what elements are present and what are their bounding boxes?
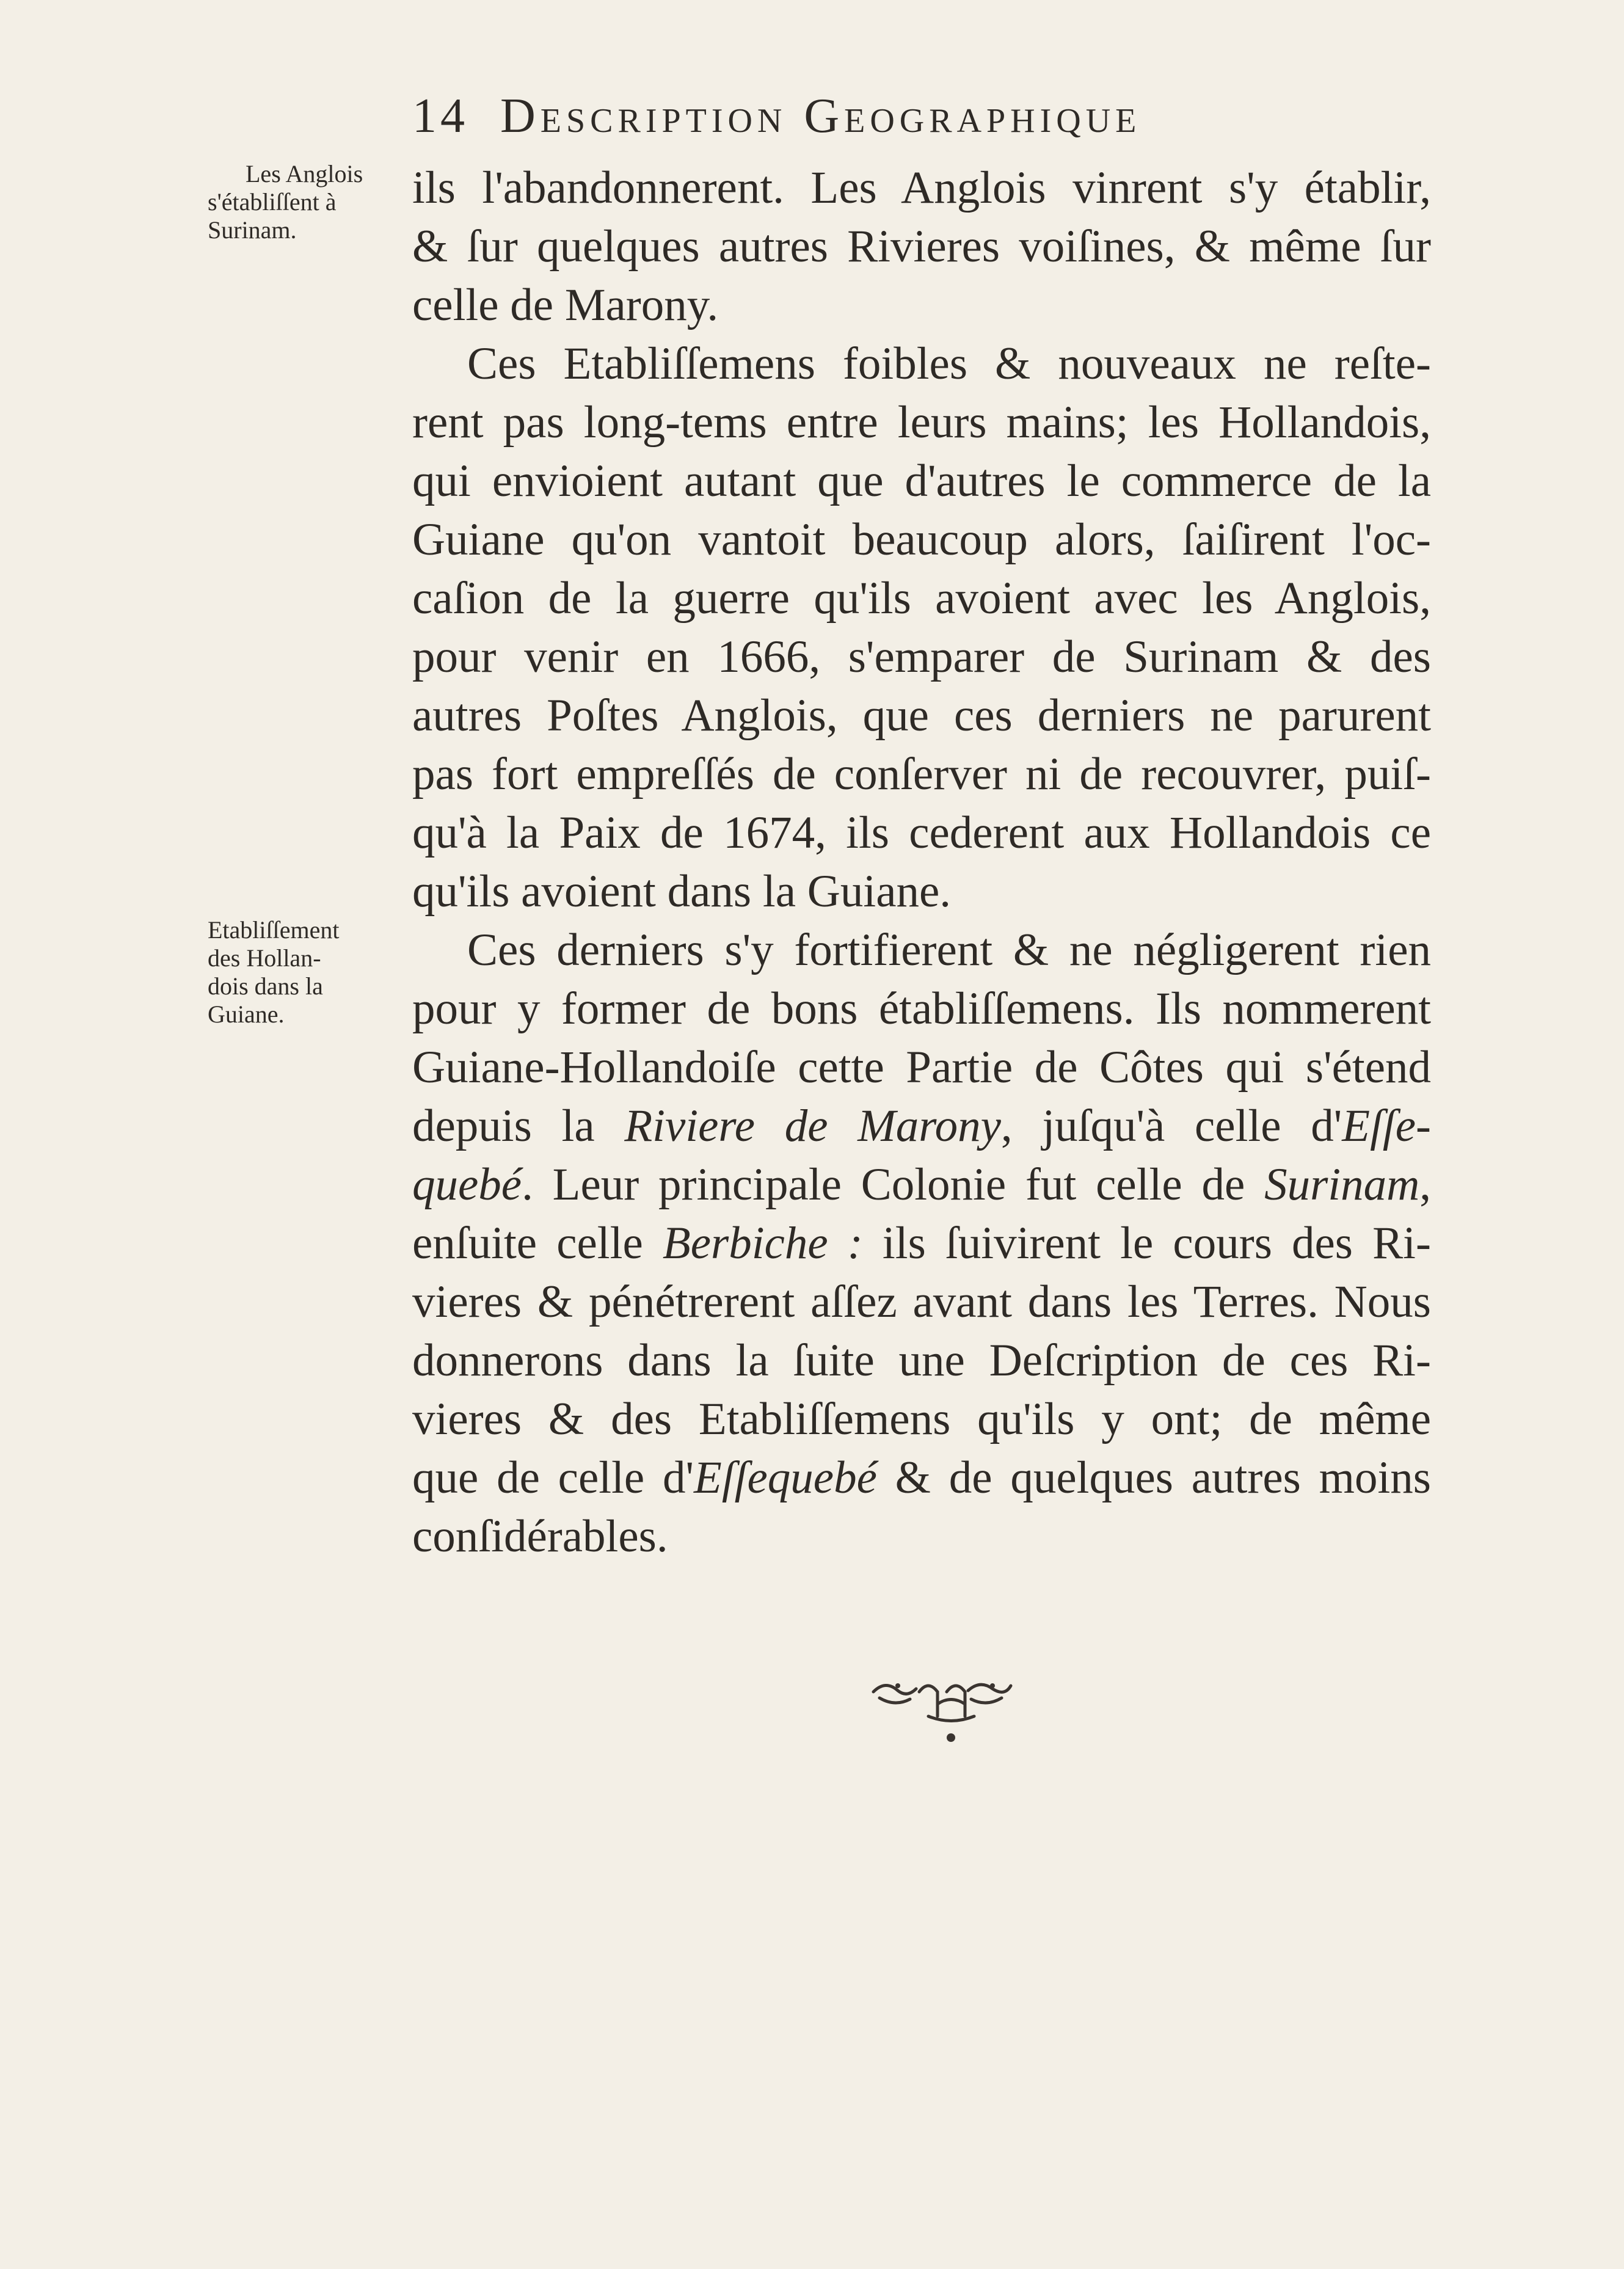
text-line — [412, 569, 1431, 628]
text-line — [412, 1331, 1431, 1390]
margin-note-line: dois dans la — [208, 972, 323, 1000]
text-run: ils l'abandonnerent. Les Anglois vinrent s'y établir, — [412, 162, 1431, 213]
text-line — [412, 1156, 1431, 1214]
text-run: Guiane-Hollandoiſe cette Partie de Côtes qui s'étend — [412, 1042, 1431, 1093]
running-title: Description Geographique — [500, 89, 1142, 143]
text-line — [412, 1507, 1431, 1566]
text-line — [412, 1097, 1431, 1156]
margin-note-line: Surinam. — [208, 216, 297, 244]
margin-note-line: des Hollan- — [208, 944, 321, 972]
text-line — [412, 1390, 1431, 1449]
text-line — [412, 276, 1431, 335]
text-run: vieres & des Etabliſſemens qu'ils y ont; de même — [412, 1394, 1431, 1444]
text-run: celle de Marony. — [412, 280, 719, 330]
italic-text: Riviere de Marony — [624, 1101, 1001, 1151]
margin-note-line: Guiane. — [208, 1000, 285, 1028]
page-number: 14 — [412, 89, 468, 143]
text-line — [412, 393, 1431, 452]
text-line — [412, 687, 1431, 745]
text-run: & ſur quelques autres Rivieres voiſines, & même ſur — [412, 221, 1431, 272]
text-run: ils ſuivirent le cours des Ri- — [862, 1218, 1431, 1269]
text-line — [412, 1273, 1431, 1331]
text-run: conſidérables. — [412, 1511, 668, 1562]
text-run: rent pas long-tems entre leurs mains; les Hollandois, — [412, 397, 1431, 448]
text-run: Guiane qu'on vantoit beaucoup alors, ſaiſirent l'oc- — [412, 514, 1431, 565]
running-head — [412, 86, 1341, 147]
text-run: pas fort empreſſés de conſerver ni de recouvrer, puiſ- — [412, 749, 1431, 799]
text-run: & de quelques autres moins — [876, 1452, 1431, 1503]
text-run: vieres & pénétrerent aſſez avant dans les Terres. Nous — [412, 1277, 1431, 1327]
text-line — [412, 217, 1431, 276]
italic-text: Berbiche : — [662, 1218, 863, 1269]
text-run: depuis la — [412, 1101, 625, 1151]
text-line — [412, 862, 1431, 921]
italic-text: quebé — [412, 1159, 522, 1210]
text-line — [412, 1449, 1431, 1507]
text-run: autres Poſtes Anglois, que ces derniers ne parurent — [412, 690, 1431, 741]
text-line — [412, 921, 1431, 980]
italic-text: Surinam — [1264, 1159, 1420, 1210]
margin-note-line: Etabliſſement — [208, 916, 340, 944]
text-run: Ces Etabliſſemens foibles & nouveaux ne reſte- — [467, 338, 1431, 389]
text-line — [412, 745, 1431, 804]
text-line — [412, 1038, 1431, 1097]
text-run: , — [1419, 1159, 1431, 1210]
text-run: donnerons dans la ſuite une Deſcription de ces Ri- — [412, 1335, 1431, 1386]
text-run: qui envioient autant que d'autres le commerce de la — [412, 456, 1431, 506]
text-run: Ces derniers s'y fortifierent & ne négligerent rien — [467, 925, 1431, 975]
text-line — [412, 335, 1431, 393]
italic-text: Eſſe- — [1342, 1101, 1432, 1151]
margin-note-line: s'établiſſent à — [208, 188, 337, 216]
text-line — [412, 1214, 1431, 1273]
text-run: qu'à la Paix de 1674, ils cederent aux Hollandois ce — [412, 807, 1431, 858]
margin-note-hollandois — [208, 916, 391, 1029]
floral-tailpiece-icon — [861, 1674, 1020, 1747]
text-run: enſuite celle — [412, 1218, 663, 1269]
margin-note-line: Les Anglois — [246, 160, 363, 188]
text-run: qu'ils avoient dans la Guiane. — [412, 866, 952, 917]
body-text — [412, 159, 1431, 1566]
text-line — [412, 452, 1431, 511]
text-line — [412, 628, 1431, 687]
text-run: pour venir en 1666, s'emparer de Surinam & des — [412, 632, 1431, 682]
text-run: que de celle d' — [412, 1452, 694, 1503]
margin-note-anglois — [208, 160, 391, 244]
text-line — [412, 159, 1431, 217]
text-run: . Leur principale Colonie fut celle de — [522, 1159, 1265, 1210]
text-run: caſion de la guerre qu'ils avoient avec les Anglois, — [412, 573, 1431, 624]
text-line — [412, 980, 1431, 1038]
text-line — [412, 511, 1431, 569]
text-run: pour y former de bons établiſſemens. Ils nommerent — [412, 983, 1431, 1034]
italic-text: Eſſequebé — [694, 1452, 877, 1503]
text-run: , juſqu'à celle d' — [1000, 1101, 1342, 1151]
text-line — [412, 804, 1431, 862]
